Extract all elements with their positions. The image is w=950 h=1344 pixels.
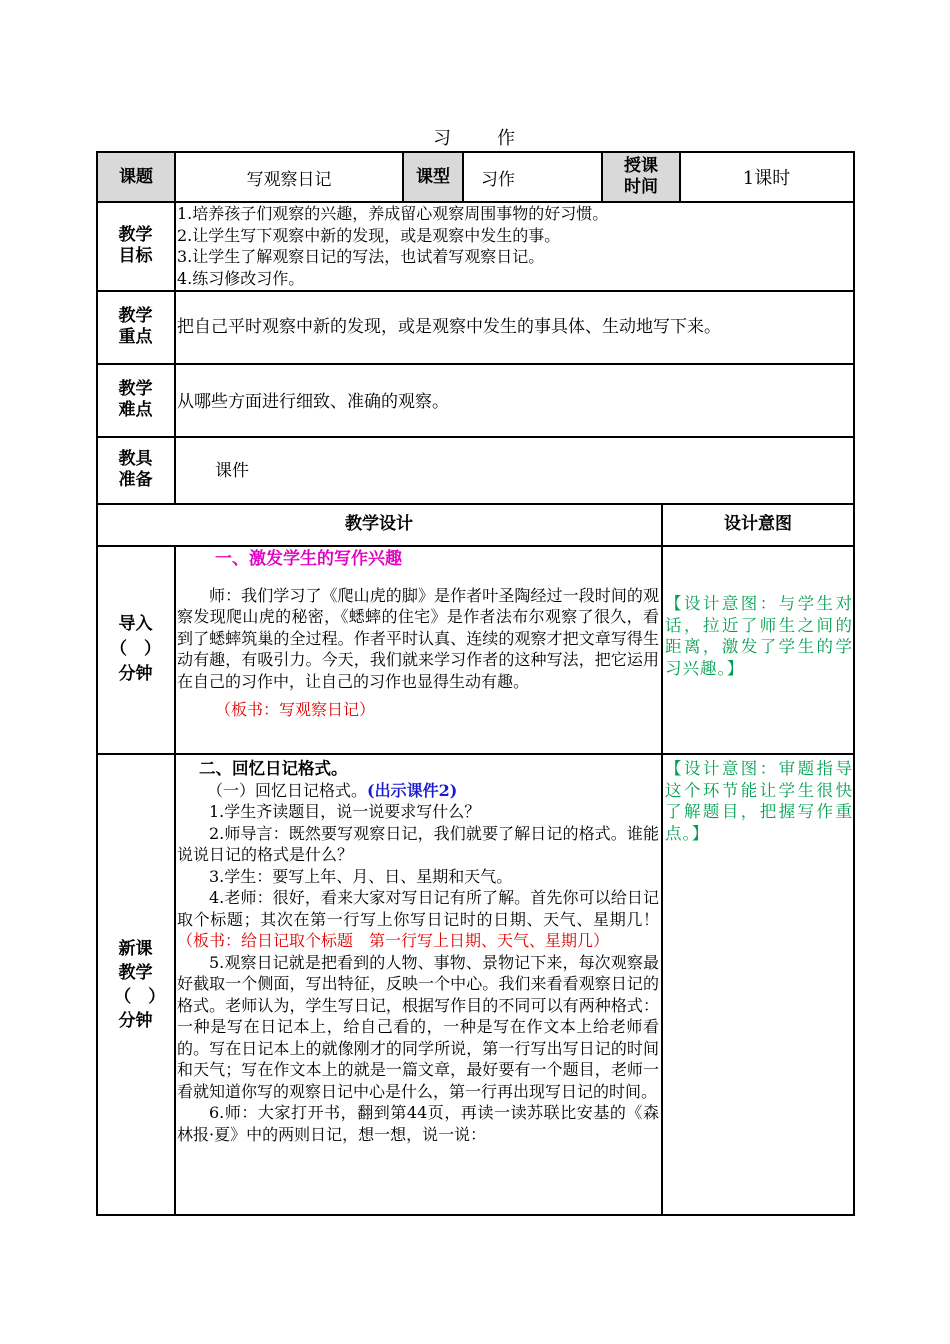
new-lesson-intent: 【设计意图：审题指导这个环节能让学生很快了解题目，把握写作重点。】	[665, 759, 853, 843]
step-5: 5.观察日记就是把看到的人物、事物、景物记下来，每次观察最好截取一个侧面，写出特征，反映一个中心。我们来看看观察日记的格式。老师认为，学生写日记，根据写作目的不同可以有两种格式：一种是写在日记本上，给自己看的，一种是写在作文本上给老师看的。写在日记本上的就像刚才的同学所说，第一行写出写日记的时间和天气；写在作文本上的就是一篇文章，最好要有一个题目，老师一看就知道你写的观察日记中心是什么，第一行再出现写日记的时间。	[177, 952, 659, 1101]
goals-label: 教学目标	[118, 225, 153, 266]
step-3: 3.学生：要写上年、月、日、星期和天气。	[209, 866, 513, 886]
tools-text: 课件	[215, 461, 249, 481]
time-label: 授课时间	[602, 152, 680, 202]
goal-item: 2.让学生写下观察中新的发现，或是观察中发生的事。	[177, 225, 561, 245]
type-value: 习作	[481, 169, 515, 190]
key-points-label: 教学重点	[118, 306, 153, 347]
type-label: 课型	[403, 152, 463, 202]
new-lesson-heading: 二、回忆日记格式。	[199, 759, 348, 778]
document-title: 习 作	[433, 128, 517, 149]
step-2: 2.师导言：既然要写观察日记，我们就要了解日记的格式。谁能说说日记的格式是什么？	[177, 823, 659, 864]
step-1: 1.学生齐读题目，说一说要求写什么？	[209, 802, 481, 821]
topic-value: 写观察日记	[246, 169, 332, 190]
intro-heading: 一、激发学生的写作兴趣	[215, 549, 402, 569]
design-header: 教学设计	[345, 514, 413, 534]
intro-intent: 【设计意图：与学生对话，拉近了师生之间的距离，激发了学生的学习兴趣。】	[665, 594, 853, 678]
intent-header: 设计意图	[724, 514, 792, 534]
intro-board: （板书：写观察日记）	[215, 700, 376, 719]
difficulties-label: 教学难点	[118, 379, 153, 420]
step-6: 6.师：大家打开书，翻到第44页，再读一读苏联比安基的《森林报·夏》中的两则日记，想一想，说一说：	[177, 1103, 659, 1144]
key-points-text: 把自己平时观察中新的发现，或是观察中发生的事具体、生动地写下来。	[177, 317, 721, 337]
step-4: 4.老师：很好，看来大家对写日记有所了解。首先你可以给日记取个标题；其次在第一行写上你写日记时的日期、天气、星期几！（板书：给日记取个标题 第一行写上日期、天气、星期几）	[177, 888, 659, 950]
new-lesson-content	[177, 758, 659, 1145]
goal-item: 3.让学生了解观察日记的写法，也试着写观察日记。	[177, 247, 545, 266]
goal-item: 1.培养孩子们观察的兴趣，养成留心观察周围事物的好习惯。	[177, 204, 609, 223]
time-value: 1课时	[742, 168, 791, 189]
new-lesson-label: 新课教学（ ）分钟	[114, 938, 157, 1031]
intro-label: 导入（ ）分钟	[110, 614, 161, 684]
goal-item: 4.练习修改习作。	[177, 268, 305, 288]
tools-label: 教具准备	[118, 449, 153, 490]
difficulties-text: 从哪些方面进行细致、准确的观察。	[177, 392, 449, 412]
topic-label: 课题	[97, 152, 175, 202]
new-lesson-sub: （一）回忆日记格式。(出示课件2)	[207, 780, 458, 800]
intro-paragraph: 师：我们学习了《爬山虎的脚》是作者叶圣陶经过一段时间的观察发现爬山虎的秘密，《蟋蟀的住宅》是作者法布尔观察了很久，看到了蟋蟀筑巢的全过程。作者平时认真、连续的观察才把文章写得生动有趣，有吸引力。今天，我们就来学习作者的这种写法，把它运用在自己的习作中，让自己的习作也显得生动有趣。	[177, 585, 659, 691]
intro-content	[177, 549, 659, 721]
goals-list	[177, 203, 657, 289]
